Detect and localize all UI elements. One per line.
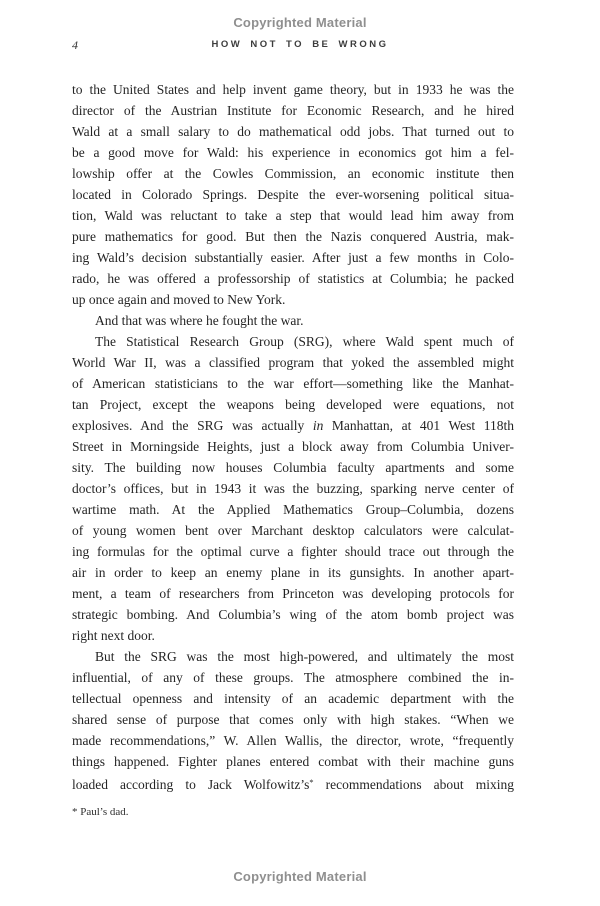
copyright-notice-bottom: Copyrighted Material [233,869,367,884]
running-header: HOW NOT TO BE WRONG [211,39,389,50]
text-line: air in order to keep an enemy plane in its gunsights. In another apart- [72,565,514,580]
paragraph [72,79,514,310]
text-line: be a good move for Wald: his experience in economics got him a fel- [72,145,514,160]
footnote-text: Paul’s dad. [80,806,129,818]
paragraph [72,646,514,793]
text-line: pure mathematics for good. But then the Nazis conquered Austria, mak- [72,229,514,244]
text-segment: recommendations about mixing [313,777,515,793]
text-line: tellectual openness and intensity of an academic department with the [72,691,514,706]
text-line: World War II, was a classified program that yoked the assembled might [72,355,514,370]
text-line: to the United States and help invent game theory, but in 1933 he was the [72,82,514,97]
text-line: things happened. Fighter planes entered combat with their machine guns [72,754,514,769]
footnote-marker: * [72,806,78,818]
page-number: 4 [72,38,78,52]
text-line: The Statistical Research Group (SRG), where Wald spent much of [95,334,514,349]
text-line: ing Wald’s decision substantially easier. After just a few months in Colo- [72,250,514,265]
text-line: located in Colorado Springs. Despite the ever-worsening political situa- [72,187,514,202]
text-segment: Manhattan, at 401 West 118th [323,418,514,433]
text-line: of American statisticians to the war effort—something like the Manhat- [72,376,514,391]
text-line: But the SRG was the most high-powered, and ultimately the most [95,649,514,664]
paragraph [72,310,514,331]
text-segment: explosives. And the SRG was actually [72,418,313,433]
text-line: wartime math. At the Applied Mathematics Group–Columbia, dozens [72,502,514,517]
text-line [72,415,514,436]
paragraph [72,331,514,646]
text-line: ing formulas for the optimal curve a fighter should trace out through the [72,544,514,559]
text-line: strategic bombing. And Columbia’s wing of the atom bomb project was [72,607,514,622]
text-line: Wald at a small salary to do mathematical odd jobs. That turned out to [72,124,514,139]
text-line: made recommendations,” W. Allen Wallis, the director, wrote, “frequently [72,733,514,748]
text-line: director of the Austrian Institute for Economic Research, and he hired [72,103,514,118]
text-line: influential, of any of these groups. The atmosphere combined the in- [72,670,514,685]
text-line: And that was where he fought the war. [95,313,304,328]
text-segment: in [312,418,324,433]
body-text [72,79,514,793]
text-line [72,772,514,793]
text-line: of young women bent over Marchant desktop calculators were calculat- [72,523,514,538]
text-line: right next door. [72,628,155,643]
text-line: up once again and moved to New York. [72,292,286,307]
text-line: tion, Wald was reluctant to take a step that would lead him away from [72,208,514,223]
text-line: ment, a team of researchers from Princeton was developing protocols for [72,586,514,601]
text-line: sity. The building now houses Columbia faculty apartments and some [72,460,514,475]
text-line: lowship offer at the Cowles Commission, an economic institute then [72,166,514,181]
text-line: shared sense of purpose that comes only with high stakes. “When we [72,712,514,727]
text-line: Street in Morningside Heights, just a block away from Columbia Univer- [72,439,514,454]
text-segment: loaded according to Jack Wolfowitz’s [72,777,310,793]
text-line: rado, he was offered a professorship of statistics at Columbia; he packed [72,271,514,286]
text-line: doctor’s offices, but in 1943 it was the buzzing, sparking nerve center of [72,481,514,496]
text-line: tan Project, except the weapons being developed were equations, not [72,397,514,412]
copyright-notice-top: Copyrighted Material [233,15,367,30]
footnote-reference: * [309,778,314,787]
footnote [72,806,129,818]
